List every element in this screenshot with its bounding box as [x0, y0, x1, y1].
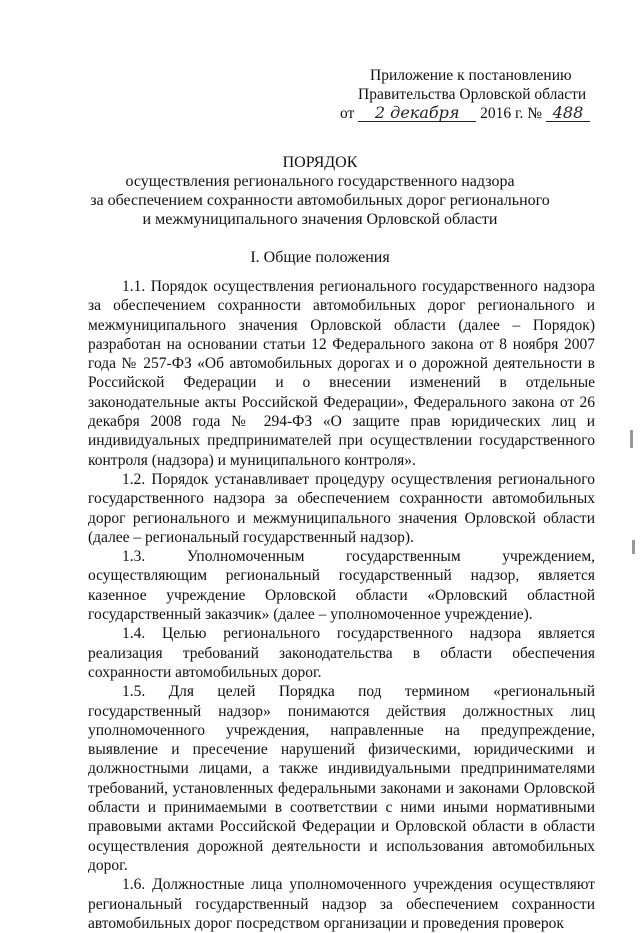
header-line-3 — [340, 104, 590, 123]
title-line-3: за обеспечением сохранности автомобильных дорог регионального — [90, 192, 550, 209]
title-line-1: ПОРЯДОК — [282, 154, 358, 171]
paragraph-1-6: 1.6. Должностные лица уполномоченного учреждения осуществляют региональный государственный надзор за обеспечением сохранности автомобильных дорог посредством организации и проведения проверок — [88, 876, 595, 932]
handwritten-date: 2 декабря — [358, 105, 476, 122]
handwritten-number: 488 — [546, 105, 590, 122]
paragraph-1-2: 1.2. Порядок устанавливает процедуру осуществления регионального государственного надзора за обеспечением сохранности автомобильных дорог регионального и межмуниципального значения Орловской области (далее – региональный государственный надзор). — [88, 470, 595, 546]
paragraph-1-5: 1.5. Для целей Порядка под термином «региональный государственный надзор» понимаются действия должностных лиц уполномоченного учреждения, направленные на предупреждение, выявление и пресечение нарушений физическими, юридическими и должностными лицами, а также индивидуальными предпринимателями требований, установленных федеральными законами и законами Орловской области и принимаемыми в соответствии с ними иными нормативными правовыми актами Российской Федерации и Орловской области в области осуществления дорожной деятельности и использования автомобильных дорог. — [88, 683, 595, 874]
header-line-2: Правительства Орловской области — [358, 86, 587, 103]
title-line-4: и межмуниципального значения Орловской области — [142, 211, 498, 228]
approval-header — [340, 66, 590, 123]
paragraph-1-1: 1.1. Порядок осуществления регионального государственного надзора за обеспечением сохранности автомобильных дорог регионального и межмуниципального значения Орловской области (далее – Порядок) разработан на основании статьи 12 Федерального закона от 8 ноября 2007 года № 257-ФЗ «Об автомобильных дорогах и о дорожной деятельности в Российской Федерации и о внесении изменений в отдельные законодательные акты Российской Федерации», Федерального закона от 26 декабря 2008 года № 294-ФЗ «О защите прав юридических лиц и индивидуальных предпринимателей при осуществлении государственного контроля (надзора) и муниципального контроля». — [88, 278, 595, 469]
document-body — [88, 277, 595, 933]
section-heading: I. Общие положения — [250, 249, 390, 266]
paragraph-1-3: 1.3. Уполномоченным государственным учреждением, осуществляющим региональный государственный надзор, является казенное учреждение Орловской области «Орловский областной государственный заказчик» (далее – уполномоченное учреждение). — [88, 548, 595, 624]
scan-edge-mark — [630, 430, 633, 448]
header-line-1: Приложение к постановлению — [370, 67, 572, 84]
title-line-2: осуществления регионального государственного надзора — [125, 173, 515, 190]
scan-edge-mark — [632, 540, 635, 554]
paragraph-1-4: 1.4. Целью регионального государственного надзора является реализация требований законодательства в области обеспечения сохранности автомобильных дорог. — [88, 625, 595, 681]
year-text: 2016 г. № — [480, 105, 543, 122]
from-label: от — [340, 105, 355, 122]
